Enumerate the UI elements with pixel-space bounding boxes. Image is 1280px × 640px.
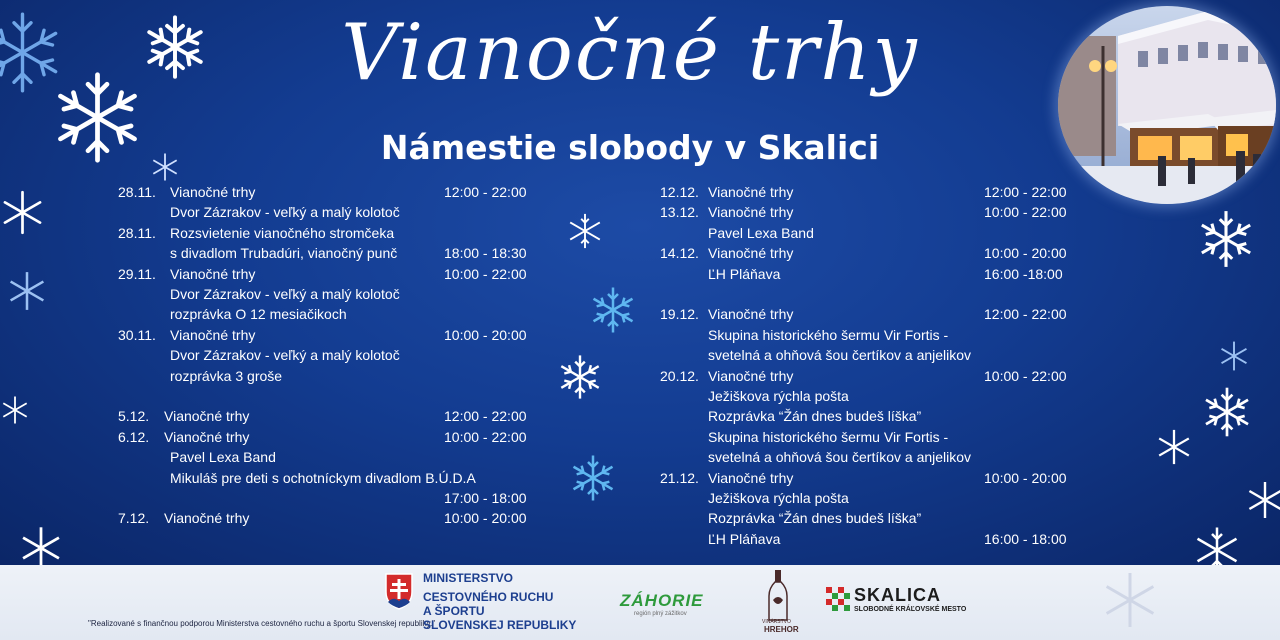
event-date: 19.12. <box>660 306 699 323</box>
event-date: 29.11. <box>118 265 156 282</box>
wine-bottle-icon <box>765 570 791 622</box>
event-description: Vianočné trhy <box>708 204 794 221</box>
event-description: Vianočné trhy <box>164 428 250 445</box>
event-description: Vianočné trhy <box>170 265 256 282</box>
event-description: Vianočné trhy <box>708 184 794 200</box>
event-date: 5.12. <box>118 408 150 425</box>
zahorie-logo: ZÁHORIE <box>620 591 704 610</box>
event-description: rozprávka 3 groše <box>170 367 283 384</box>
event-description: Vianočné trhy <box>164 408 250 425</box>
footer <box>0 565 1280 640</box>
event-description: Mikuláš pre deti s ochotníckym divadlom B.Ú.D.A <box>170 469 476 486</box>
event-date: 30.11. <box>118 326 156 343</box>
event-time: 10:00 - 20:00 <box>444 326 527 343</box>
ministry-name-line4: SLOVENSKEJ REPUBLIKY <box>423 618 577 632</box>
slovak-coat-of-arms-icon <box>384 572 414 610</box>
event-time: 10:00 - 22:00 <box>984 367 1067 384</box>
event-description: Dvor Zázrakov - veľký a malý kolotoč <box>170 286 400 302</box>
event-time: 10:00 - 20:00 <box>984 245 1067 262</box>
event-time: 10:00 - 22:00 <box>444 265 527 282</box>
event-date: 20.12. <box>660 367 699 384</box>
event-time: 18:00 - 18:30 <box>444 245 527 262</box>
event-time: 16:00 - 18:00 <box>984 530 1067 547</box>
event-description: Skupina historického šermu Vir Fortis - <box>708 428 949 445</box>
event-time: 17:00 - 18:00 <box>444 490 527 506</box>
page-subtitle: Námestie slobody v Skalici <box>380 128 880 167</box>
market-photo <box>1058 6 1276 204</box>
event-date: 28.11. <box>118 184 156 200</box>
event-description: Vianočné trhy <box>170 184 256 200</box>
event-description: Rozsvietenie vianočného stromčeka <box>170 224 395 241</box>
event-description: Vianočné trhy <box>708 469 794 486</box>
skalica-tagline: SLOBODNÉ KRÁĽOVSKÉ MESTO <box>854 606 967 613</box>
event-description: Ježiškova rýchla pošta <box>708 388 849 404</box>
snowflake-icon <box>142 14 208 80</box>
event-time: 10:00 - 20:00 <box>984 469 1067 486</box>
event-description: s divadlom Trubadúri, vianočný punč <box>170 245 398 262</box>
zahorie-tagline: región plný zážitkov <box>634 611 687 617</box>
event-time: 12:00 - 22:00 <box>444 184 527 200</box>
event-description: Vianočné trhy <box>708 245 794 262</box>
event-description: Pavel Lexa Band <box>170 449 276 466</box>
event-date: 13.12. <box>660 204 699 221</box>
skalica-name: SKALICA <box>854 585 941 605</box>
event-description: svetelná a ohňová šou čertíkov a anjelikov <box>708 449 972 466</box>
event-description: Skupina historického šermu Vir Fortis - <box>708 326 949 343</box>
event-date: 14.12. <box>660 245 699 262</box>
ministry-name-line3: A ŠPORTU <box>423 604 485 618</box>
event-date: 21.12. <box>660 469 699 486</box>
event-time: 12:00 - 22:00 <box>984 306 1067 323</box>
ministry-name-line2: CESTOVNÉHO RUCHU <box>423 590 554 604</box>
funding-note: "Realizované s finančnou podporou Ministerstva cestovného ruchu a športu Slovenskej republiky." <box>88 619 436 628</box>
event-description: Pavel Lexa Band <box>708 224 814 241</box>
event-date: 12.12. <box>660 184 699 200</box>
event-time: 12:00 - 22:00 <box>444 408 527 425</box>
event-description: Rozprávka “Žán dnes budeš líška” <box>708 408 922 425</box>
snowflake-icon <box>150 152 180 182</box>
event-description: Vianočné trhy <box>708 306 794 323</box>
snowflake-icon <box>0 10 65 95</box>
skalica-checker-icon <box>826 587 850 611</box>
event-description: Dvor Zázrakov - veľký a malý kolotoč <box>170 347 400 364</box>
event-description: ĽH Pláňava <box>708 265 781 282</box>
event-description: svetelná a ohňová šou čertíkov a anjelikov <box>708 347 972 364</box>
event-time: 10:00 - 22:00 <box>984 204 1067 221</box>
snowflake-icon <box>1100 570 1160 630</box>
event-description: Dvor Zázrakov - veľký a malý kolotoč <box>170 204 400 221</box>
schedule-right <box>0 184 1280 564</box>
event-date: 7.12. <box>118 510 150 527</box>
event-description: ĽH Pláňava <box>708 530 781 547</box>
event-description: rozprávka O 12 mesiačikoch <box>170 306 347 323</box>
vinary-name: HREHOR <box>764 625 799 634</box>
event-time: 10:00 - 22:00 <box>444 428 527 445</box>
event-description: Vianočné trhy <box>708 367 794 384</box>
event-description: Ježiškova rýchla pošta <box>708 490 849 506</box>
event-date: 6.12. <box>118 428 150 445</box>
event-description: Vianočné trhy <box>170 326 256 343</box>
event-date: 28.11. <box>118 224 156 241</box>
event-description: Vianočné trhy <box>164 510 250 527</box>
event-time: 10:00 - 20:00 <box>444 510 527 527</box>
vinary-line1: VINÁRSTVO <box>762 619 791 625</box>
event-time: 12:00 - 22:00 <box>984 184 1067 200</box>
event-time: 16:00 -18:00 <box>984 265 1063 282</box>
event-description: Rozprávka “Žán dnes budeš líška” <box>708 510 922 527</box>
ministry-name-line1: MINISTERSTVO <box>423 571 514 585</box>
page-title: Vianočné trhy <box>341 8 919 98</box>
